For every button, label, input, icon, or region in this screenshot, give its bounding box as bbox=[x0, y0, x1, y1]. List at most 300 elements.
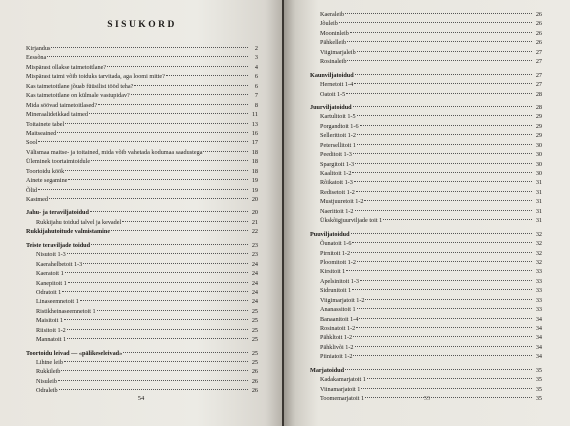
toc-entry-page: 26 bbox=[535, 11, 542, 18]
page-number-right: 55 bbox=[423, 395, 431, 402]
toc-entry-label: Pirnitoit 1-2 bbox=[320, 249, 351, 257]
toc-entry bbox=[310, 188, 542, 197]
toc-entry-label: Kastmed bbox=[26, 196, 48, 203]
toc-entry-label: Kirjandus bbox=[26, 45, 51, 52]
toc-entry-label: Apelsinitoit 1-3 bbox=[320, 277, 360, 285]
toc-entry bbox=[310, 150, 542, 159]
toc-entry-page: 25 bbox=[251, 307, 258, 315]
dot-leader bbox=[91, 159, 248, 161]
toc-entry-label: Rõikatoit 1-3 bbox=[320, 179, 353, 187]
toc-entry-label: Odratoit 1 bbox=[36, 288, 62, 296]
toc-entry-label: Viigimarjatoit 1-2 bbox=[320, 296, 365, 304]
toc-entry-label: Hernetoit 1-4 bbox=[320, 81, 354, 89]
toc-section-heading bbox=[310, 103, 542, 112]
dot-leader bbox=[57, 131, 248, 133]
toc-entry-page: 32 bbox=[535, 240, 542, 248]
dot-leader bbox=[353, 335, 532, 337]
dot-leader bbox=[383, 218, 532, 220]
dot-leader bbox=[61, 369, 248, 371]
toc-entry-page: 24 bbox=[251, 279, 258, 287]
dot-leader bbox=[350, 31, 532, 33]
toc-entry bbox=[310, 315, 542, 324]
toc-entry-label: Rukkijahu toidud talvel ja kevadel bbox=[36, 218, 122, 226]
dot-leader bbox=[67, 337, 248, 339]
dot-leader bbox=[90, 210, 248, 212]
toc-entry bbox=[26, 367, 258, 376]
toc-entry-page: 28 bbox=[535, 90, 542, 98]
toc-entry bbox=[310, 267, 542, 276]
toc-entry-label: Kaalitoit 1-2 bbox=[320, 170, 352, 177]
toc-entry bbox=[310, 333, 542, 342]
toc-entry-page: 24 bbox=[251, 260, 258, 268]
toc-entry bbox=[310, 178, 542, 187]
dot-leader bbox=[357, 114, 532, 116]
toc-entry-page: 33 bbox=[535, 268, 542, 276]
toc-entry-label: Redisetoit 1-2 bbox=[320, 188, 355, 196]
toc-entry-label: Mooninleib bbox=[320, 29, 349, 37]
toc-entry bbox=[26, 101, 258, 110]
toc-entry bbox=[26, 279, 258, 288]
toc-entry bbox=[26, 186, 258, 195]
toc-section-heading bbox=[310, 71, 542, 80]
toc-entry-label: Välismaa maitse- ja toitained, mida võib vahetada kodumaa saadustega bbox=[26, 148, 203, 156]
toc-entry-label: Linaseemnetoit 1 bbox=[36, 298, 79, 306]
toc-entry-label: Viigimarjaleib bbox=[320, 48, 356, 56]
toc-entry bbox=[310, 160, 542, 169]
dot-leader bbox=[351, 232, 532, 234]
toc-entry bbox=[26, 82, 258, 91]
toc-entry bbox=[26, 260, 258, 269]
toc-entry-page: 13 bbox=[251, 120, 258, 128]
toc-entry bbox=[310, 19, 542, 28]
toc-entry-page: 27 bbox=[535, 71, 542, 79]
toc-entry-label: Ükskõigjuurviljade toit 1 bbox=[320, 217, 383, 225]
dot-leader bbox=[352, 288, 532, 290]
toc-entry-label: Toomemarjatoit 1 bbox=[320, 395, 365, 403]
toc-entry-page: 16 bbox=[251, 129, 258, 137]
toc-entry bbox=[26, 195, 258, 204]
toc-entry-label: Maisitoit 1 bbox=[36, 317, 63, 325]
toc-entry-page: 35 bbox=[535, 366, 542, 374]
dot-leader bbox=[47, 55, 248, 57]
toc-entry bbox=[26, 148, 258, 157]
dot-leader bbox=[357, 50, 532, 52]
toc-entry bbox=[310, 305, 542, 314]
toc-entry-page: 7 bbox=[254, 92, 258, 100]
dot-leader bbox=[123, 351, 248, 353]
toc-entry-label: Sellerittoit 1-2 bbox=[320, 132, 356, 140]
toc-entry bbox=[26, 63, 258, 72]
dot-leader bbox=[49, 197, 248, 199]
toc-entry-label: Porgandtoit 1-6 bbox=[320, 122, 359, 130]
dot-leader bbox=[67, 328, 248, 330]
toc-entry bbox=[26, 316, 258, 325]
dot-leader bbox=[83, 262, 248, 264]
toc-section-heading bbox=[26, 241, 258, 250]
toc-entry-page: 24 bbox=[251, 270, 258, 278]
dot-leader bbox=[64, 360, 248, 362]
dot-leader bbox=[351, 251, 532, 253]
toc-entry-page: 24 bbox=[251, 298, 258, 306]
dot-leader bbox=[355, 345, 532, 347]
toc-section-heading bbox=[26, 227, 258, 236]
dot-leader bbox=[352, 241, 532, 243]
toc-entry bbox=[26, 326, 258, 335]
toc-entry-page: 34 bbox=[535, 353, 542, 361]
toc-entry bbox=[310, 122, 542, 131]
toc-entry-page: 21 bbox=[251, 218, 258, 226]
toc-entry-label: Nisutoit 1-3 bbox=[36, 251, 66, 259]
toc-entry-label: Nisuleib bbox=[36, 377, 57, 385]
toc-entry-page: 6 bbox=[254, 82, 258, 90]
dot-leader bbox=[354, 180, 532, 182]
dot-leader bbox=[355, 162, 532, 164]
toc-entry-page: 33 bbox=[535, 287, 542, 295]
dot-leader bbox=[38, 188, 248, 190]
toc-entry-label: Kas taimetoitlane jõuab füüsilist tööd teha? bbox=[26, 82, 134, 90]
toc-entry-page: 29 bbox=[535, 132, 542, 140]
dot-leader bbox=[58, 379, 248, 381]
toc-entry-label: Ploomitoit 1-2 bbox=[320, 258, 356, 266]
toc-entry-label: Piiniatoit 1-2 bbox=[320, 353, 353, 361]
toc-entry-label: Odraleib bbox=[36, 387, 58, 395]
dot-leader bbox=[356, 190, 532, 192]
toc-entry bbox=[26, 167, 258, 176]
toc-entry-label: Kartulitoit 1-5 bbox=[320, 113, 356, 121]
toc-entry bbox=[26, 91, 258, 100]
dot-leader bbox=[131, 93, 248, 95]
toc-entry-page: 22 bbox=[251, 228, 258, 236]
toc-entry-page: 34 bbox=[535, 325, 542, 332]
toc-entry-label: Rukkileib bbox=[36, 368, 61, 376]
toc-section-heading bbox=[310, 366, 542, 375]
toc-entry bbox=[310, 38, 542, 47]
toc-section-heading bbox=[26, 208, 258, 217]
toc-entry bbox=[26, 120, 258, 129]
toc-entry-page: 25 bbox=[251, 336, 258, 344]
dot-leader bbox=[38, 140, 248, 142]
toc-entry-page: 29 bbox=[535, 113, 542, 121]
toc-entry bbox=[310, 169, 542, 178]
toc-entry-label: Mispärast taimi võib toiduks tarvitada, aga loomi mitte? bbox=[26, 73, 165, 81]
toc-entry-label: Mida söövad taimetoitlased? bbox=[26, 101, 98, 109]
toc-entry-page: 33 bbox=[535, 296, 542, 304]
toc-entry-label: Oatoit 1-5 bbox=[320, 90, 346, 98]
toc-entry bbox=[26, 288, 258, 297]
toc-entry bbox=[310, 296, 542, 305]
toc-entry bbox=[310, 258, 542, 267]
dot-leader bbox=[357, 143, 532, 145]
toc-entry-label: Kirsitoit 1 bbox=[320, 268, 346, 276]
toc-entry-label: Kadakamarjatoit 1 bbox=[320, 376, 366, 384]
toc-entry-page: 26 bbox=[251, 368, 258, 376]
toc-entry-label: Spargitoit 1-3 bbox=[320, 160, 355, 168]
dot-leader bbox=[68, 281, 248, 283]
toc-entry-page: 31 bbox=[535, 179, 542, 187]
toc-entry-label: Ristikheinaseemnetoit 1 bbox=[36, 307, 96, 315]
toc-entry-label: Kaunviljatoidud bbox=[310, 71, 354, 79]
toc-entry-page: 3 bbox=[254, 54, 258, 62]
toc-entry-page: 35 bbox=[535, 376, 542, 384]
toc-entry bbox=[26, 358, 258, 367]
dot-leader bbox=[65, 169, 248, 171]
dot-leader bbox=[356, 326, 532, 328]
dot-leader bbox=[339, 21, 532, 23]
toc-entry-page: 35 bbox=[535, 385, 542, 393]
dot-leader bbox=[364, 199, 532, 201]
dot-leader bbox=[91, 243, 248, 245]
toc-entry bbox=[310, 48, 542, 57]
toc-entry-page: 18 bbox=[251, 158, 258, 166]
toc-entry-label: Pähklivõi 1-2 bbox=[320, 343, 354, 351]
dot-leader bbox=[357, 133, 532, 135]
toc-entry-label: Jõuleib bbox=[320, 20, 338, 28]
toc-entry bbox=[310, 286, 542, 295]
page-title: SISUKORD bbox=[107, 20, 177, 30]
toc-entry-label: Marjatoidud bbox=[310, 366, 345, 374]
toc-entry-label: Kas taimetoitlane on külmale vastupidav? bbox=[26, 92, 130, 100]
dot-leader bbox=[59, 388, 248, 390]
dot-leader bbox=[345, 368, 532, 370]
toc-section-heading bbox=[26, 349, 258, 358]
toc-entry bbox=[310, 131, 542, 140]
toc-entry-page: 11 bbox=[252, 111, 258, 119]
toc-entry-page: 31 bbox=[535, 198, 542, 206]
toc-entry bbox=[310, 239, 542, 248]
dot-leader bbox=[346, 269, 532, 271]
page-number-left: 54 bbox=[137, 395, 145, 402]
toc-entry bbox=[26, 218, 258, 227]
toc-entry-label: Üleminek toortaimtoidule bbox=[26, 158, 91, 166]
toc-entry bbox=[26, 44, 258, 53]
toc-entry-page: 23 bbox=[251, 241, 258, 249]
toc-entry-page: 30 bbox=[535, 160, 542, 168]
toc-entry-page: 25 bbox=[251, 349, 258, 357]
toc-entry bbox=[310, 352, 542, 361]
dot-leader bbox=[353, 152, 532, 154]
dot-leader bbox=[98, 103, 248, 105]
toc-entry bbox=[310, 249, 542, 258]
toc-entry bbox=[310, 57, 542, 66]
dot-leader bbox=[134, 84, 248, 86]
toc-entry-page: 20 bbox=[251, 196, 258, 203]
toc-entry bbox=[26, 129, 258, 138]
toc-entry bbox=[26, 250, 258, 259]
toc-entry bbox=[310, 343, 542, 352]
toc-entry-label: Mineraalideikkad taimed bbox=[26, 111, 89, 119]
toc-entry-page: 28 bbox=[535, 103, 542, 111]
toc-entry-page: 18 bbox=[251, 167, 258, 175]
toc-entry-page: 31 bbox=[535, 207, 542, 215]
toc-entry-page: 27 bbox=[535, 81, 542, 89]
toc-entry-label: Petersellitoit 1 bbox=[320, 141, 356, 149]
toc-entry-page: 25 bbox=[251, 326, 258, 334]
toc-entry-page: 25 bbox=[251, 317, 258, 325]
toc-entry bbox=[26, 138, 258, 147]
toc-entry-label: Viinamarjatoit 1 bbox=[320, 385, 361, 393]
toc-entry-page: 20 bbox=[251, 209, 258, 217]
toc-entry-page: 18 bbox=[251, 148, 258, 156]
toc-entry-label: Toortoidu köök bbox=[26, 167, 65, 175]
toc-entry-page: 19 bbox=[251, 177, 258, 185]
toc-entry bbox=[310, 324, 542, 333]
dot-leader bbox=[80, 299, 248, 301]
toc-list-left bbox=[26, 44, 258, 396]
dot-leader bbox=[355, 209, 532, 211]
toc-entry-label: Lihtne leib bbox=[36, 359, 63, 366]
toc-entry-label: Pähkltoit 1-2 bbox=[320, 334, 353, 342]
toc-entry bbox=[26, 269, 258, 278]
toc-entry-label: Mannatoit 1 bbox=[36, 336, 67, 344]
toc-entry-page: 30 bbox=[535, 141, 542, 149]
dot-leader bbox=[355, 73, 532, 75]
toc-entry-page: 26 bbox=[535, 20, 542, 28]
dot-leader bbox=[347, 59, 532, 61]
toc-entry-label: Eessõna bbox=[26, 54, 47, 62]
dot-leader bbox=[353, 354, 532, 356]
toc-entry bbox=[310, 216, 542, 225]
dot-leader bbox=[65, 271, 248, 273]
toc-entry-page: 19 bbox=[251, 186, 258, 194]
toc-entry bbox=[310, 207, 542, 216]
toc-entry-page: 33 bbox=[535, 306, 542, 314]
dot-leader bbox=[360, 124, 532, 126]
toc-entry bbox=[310, 375, 542, 384]
toc-list-right bbox=[310, 10, 542, 404]
toc-entry-page: 34 bbox=[535, 334, 542, 342]
right-page bbox=[284, 0, 570, 426]
toc-entry-label: Naerittoit 1-2 bbox=[320, 207, 354, 215]
dot-leader bbox=[68, 178, 248, 180]
toc-entry bbox=[310, 90, 542, 99]
toc-entry bbox=[26, 335, 258, 344]
toc-entry bbox=[310, 80, 542, 89]
toc-entry-page: 35 bbox=[535, 395, 542, 403]
toc-entry-page: 25 bbox=[251, 359, 258, 366]
toc-entry-label: Jahu- ja teraviljatoidud bbox=[26, 209, 89, 217]
toc-entry-label: Sool bbox=[26, 139, 38, 147]
toc-entry-label: Ainete segamine bbox=[26, 177, 68, 185]
toc-entry-label: Sidrunitoit 1 bbox=[320, 287, 352, 295]
toc-entry-page: 2 bbox=[254, 45, 258, 52]
dot-leader bbox=[367, 377, 532, 379]
toc-entry-label: Toitainete tabel bbox=[26, 120, 65, 128]
toc-entry-page: 31 bbox=[535, 188, 542, 196]
toc-entry-page: 32 bbox=[535, 258, 542, 266]
toc-entry-label: Teiste teraviljade toidud bbox=[26, 241, 91, 249]
toc-entry-label: Mustjuuretoit 1-2 bbox=[320, 198, 364, 206]
toc-entry-label: Kaeratoit 1 bbox=[36, 270, 64, 278]
toc-section-heading bbox=[310, 230, 542, 239]
toc-entry-page: 8 bbox=[254, 101, 258, 109]
toc-entry bbox=[310, 141, 542, 150]
toc-entry-label: Puuviljatoidud bbox=[310, 230, 350, 238]
dot-leader bbox=[361, 387, 532, 389]
toc-entry-label: Rosinaleib bbox=[320, 58, 347, 66]
toc-entry-label: Ananassitoit 1 bbox=[320, 306, 356, 314]
toc-entry bbox=[26, 72, 258, 81]
toc-entry bbox=[26, 307, 258, 316]
toc-entry bbox=[310, 29, 542, 38]
toc-entry-label: Juurviljatoidud bbox=[310, 103, 352, 111]
dot-leader bbox=[67, 252, 248, 254]
dot-leader bbox=[357, 260, 532, 262]
toc-entry-page: 33 bbox=[535, 277, 542, 285]
toc-entry bbox=[26, 53, 258, 62]
dot-leader bbox=[346, 92, 532, 94]
dot-leader bbox=[62, 290, 248, 292]
toc-entry-page: 27 bbox=[535, 58, 542, 66]
dot-leader bbox=[359, 317, 532, 319]
toc-entry bbox=[26, 297, 258, 306]
toc-entry-label: Mispärast ollakse taimetoitlane? bbox=[26, 63, 107, 71]
toc-entry-page: 32 bbox=[535, 230, 542, 238]
toc-entry-page: 34 bbox=[535, 343, 542, 351]
toc-entry-label: Pähkelleib bbox=[320, 39, 347, 47]
toc-entry-page: 34 bbox=[535, 315, 542, 323]
dot-leader bbox=[352, 171, 532, 173]
dot-leader bbox=[64, 318, 248, 320]
left-page bbox=[0, 0, 282, 426]
toc-entry-label: Kanepitoit 1 bbox=[36, 279, 67, 287]
toc-entry-label: Kaeraleib bbox=[320, 11, 345, 18]
toc-entry-label: Õunatoit 1-6 bbox=[320, 240, 352, 248]
toc-entry-page: 30 bbox=[535, 151, 542, 159]
toc-entry bbox=[26, 157, 258, 166]
dot-leader bbox=[122, 220, 248, 222]
toc-entry-page: 30 bbox=[535, 170, 542, 177]
toc-entry bbox=[310, 197, 542, 206]
toc-entry bbox=[310, 112, 542, 121]
dot-leader bbox=[360, 279, 532, 281]
dot-leader bbox=[97, 309, 248, 311]
toc-entry-page: 4 bbox=[254, 63, 258, 71]
dot-leader bbox=[354, 82, 532, 84]
toc-entry-label: Banaanitoit 1-4 bbox=[320, 315, 359, 323]
toc-entry-label: Kaerahelbetoit 1-3 bbox=[36, 260, 83, 268]
toc-entry-label: Õlid bbox=[26, 186, 38, 194]
toc-entry bbox=[26, 176, 258, 185]
toc-entry-page: 23 bbox=[251, 251, 258, 259]
dot-leader bbox=[353, 105, 532, 107]
toc-entry-page: 27 bbox=[535, 48, 542, 56]
dot-leader bbox=[347, 40, 532, 42]
toc-entry-label: Rosinatoit 1-2 bbox=[320, 325, 356, 332]
toc-entry-page: 26 bbox=[251, 387, 258, 395]
toc-entry-page: 29 bbox=[535, 122, 542, 130]
toc-entry-page: 26 bbox=[535, 39, 542, 47]
dot-leader bbox=[111, 229, 248, 231]
toc-entry-page: 17 bbox=[251, 139, 258, 147]
toc-entry-label: Maitseained bbox=[26, 129, 57, 137]
dot-leader bbox=[166, 74, 248, 76]
toc-entry bbox=[310, 277, 542, 286]
toc-entry-label: Rukkijahutoitude valmistamine bbox=[26, 228, 111, 236]
toc-entry-page: 26 bbox=[251, 377, 258, 385]
toc-entry bbox=[26, 377, 258, 386]
dot-leader bbox=[89, 112, 248, 114]
toc-entry bbox=[310, 385, 542, 394]
toc-entry bbox=[310, 10, 542, 19]
toc-entry-label: Riisitoit 1-2 bbox=[36, 326, 66, 334]
toc-entry-page: 26 bbox=[535, 29, 542, 37]
dot-leader bbox=[51, 46, 248, 48]
dot-leader bbox=[357, 307, 532, 309]
dot-leader bbox=[65, 122, 248, 124]
toc-entry-label: Toortoidu leivad — «pälikeseleivad» bbox=[26, 349, 123, 357]
dot-leader bbox=[203, 150, 248, 152]
toc-entry-label: Peeditoit 1-3 bbox=[320, 151, 352, 159]
